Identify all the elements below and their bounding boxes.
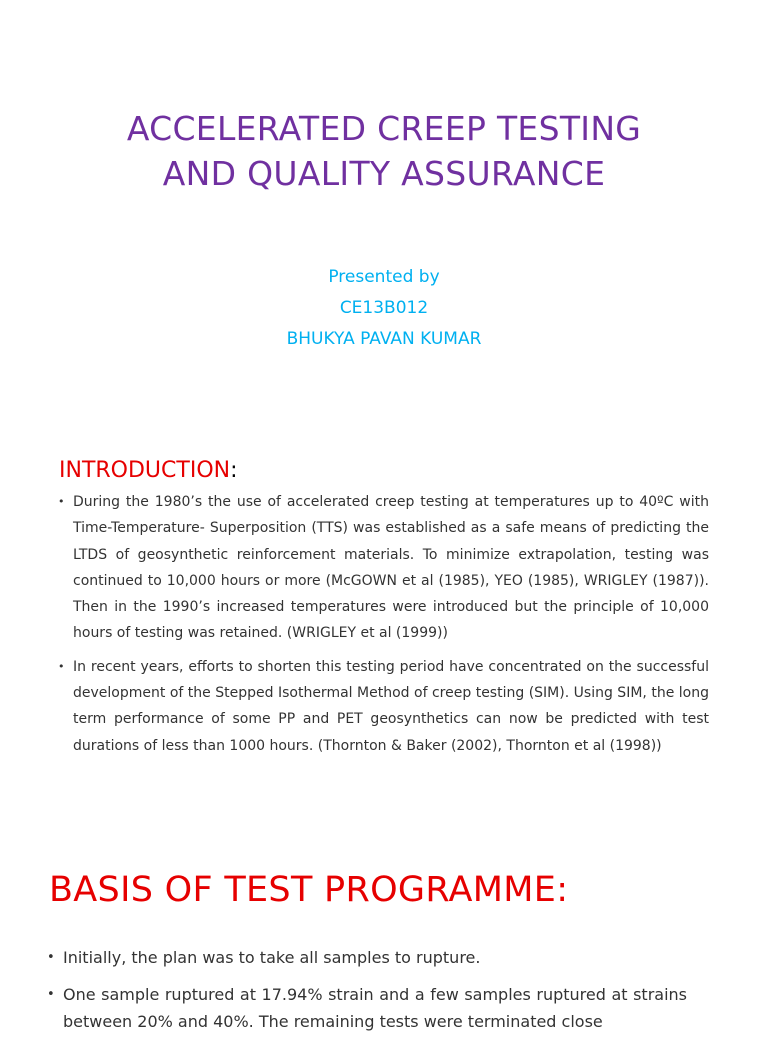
introduction-heading-text: INTRODUCTION (59, 458, 231, 483)
basis-bullet-list (47, 944, 687, 1045)
bullet-item: • During the 1980’s the use of accelerated creep testing at temperatures up to 40ºC with Time-Temperature- Superposition (TTS) was established as a safe means of predicting the LTDS of geosynthetic reinforcement materials. To minimize extrapolation, testing was continued to 10,000 hours or more (McGOWN et al (1985), YEO (1985), WRIGLEY (1987)). Then in the 1990’s increased temperatures were introduced but the principle of 10,000 hours of testing was retained. (WRIGLEY et al (1999)) (57, 489, 709, 647)
presented-by-label: Presented by (328, 267, 440, 287)
bullet-item: • One sample ruptured at 17.94% strain and a few samples ruptured at strains between 20% and 40%. The remaining tests were terminated close (47, 981, 687, 1035)
introduction-heading-colon: : (230, 458, 238, 483)
title-slide (0, 0, 768, 440)
introduction-heading (59, 458, 238, 483)
presenter-name: BHUKYA PAVAN KUMAR (286, 329, 482, 349)
introduction-bullet-list (57, 489, 709, 766)
basis-slide (0, 870, 768, 1031)
title-line-2: AND QUALITY ASSURANCE (162, 154, 606, 193)
basis-heading: BASIS OF TEST PROGRAMME: (49, 870, 569, 910)
presenter-block (0, 262, 768, 355)
title-line-1: ACCELERATED CREEP TESTING (126, 109, 642, 148)
introduction-slide (0, 440, 768, 840)
roll-number: CE13B012 (339, 298, 429, 318)
bullet-item: • In recent years, efforts to shorten this testing period have concentrated on the successful development of the Stepped Isothermal Method of creep testing (SIM). Using SIM, the long term performance of some PP and PET geosynthetics can now be predicted with test durations of less than 1000 hours. (Thornton & Baker (2002), Thornton et al (1998)) (57, 654, 709, 759)
presentation-title (0, 106, 768, 196)
bullet-item: • Initially, the plan was to take all samples to rupture. (47, 944, 687, 971)
